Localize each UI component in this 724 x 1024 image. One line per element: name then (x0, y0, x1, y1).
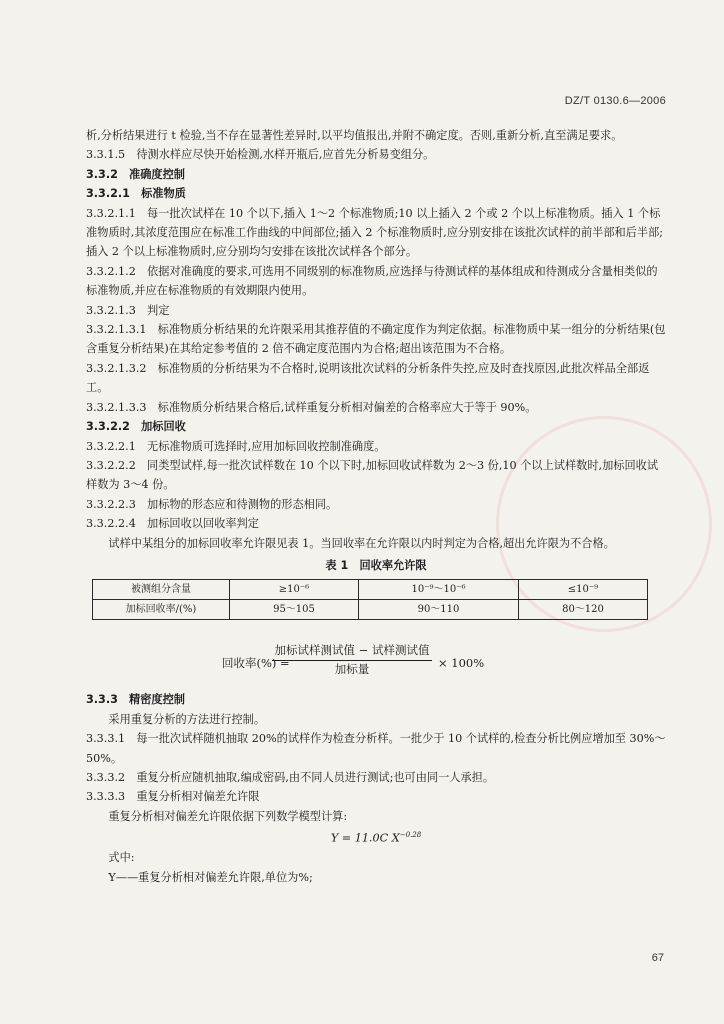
recovery-limit-table (92, 579, 648, 620)
table-cell: 10⁻⁹～10⁻⁶ (358, 580, 518, 600)
paragraph: 3.3.2.2.4 加标回收以回收率判定 (86, 517, 259, 531)
relative-deviation-formula (86, 826, 666, 848)
paragraph: 3.3.3.3 重复分析相对偏差允许限 (86, 790, 260, 804)
paragraph: 3.3.2.2.2 同类型试样,每一批次试样数在 10 个以下时,加标回收试样数为 2～3 份,10 个以上试样数时,加标回收试样数为 3～4 份。 (86, 458, 659, 492)
section-heading: 3.3.2 准确度控制 (86, 167, 185, 181)
paragraph: 析,分析结果进行 t 检验,当不存在显著性差异时,以平均值报出,并附不确定度。否则,重新分析,直至满足要求。 (86, 129, 623, 142)
table-cell: 95～105 (230, 600, 359, 620)
table-cell: ≥10⁻⁶ (230, 580, 359, 600)
formula-fraction (272, 642, 432, 678)
section-heading: 3.3.2.2 加标回收 (86, 420, 186, 434)
table-data-row (93, 600, 648, 620)
formula2-exponent: −0.28 (399, 831, 422, 840)
paragraph-group-bottom-b (86, 848, 666, 887)
paragraph: 采用重复分析的方法进行控制。 (108, 712, 266, 726)
paragraph: 3.3.2.1.3.2 标准物质的分析结果为不合格时,说明该批次试料的分析条件失控,应及时查找原因,此批次样品全部返工。 (86, 361, 650, 395)
table-cell: 90～110 (358, 600, 518, 620)
paragraph: 3.3.1.5 待测水样应尽快开始检测,水样开瓶后,应首先分析易变组分。 (86, 148, 435, 162)
paragraph: 式中: (108, 851, 135, 865)
paragraph-group-bottom-a (86, 690, 666, 826)
standard-code-header: DZ/T 0130.6—2006 (564, 95, 666, 107)
paragraph: 试样中某组分的加标回收率允许限见表 1。当回收率在允许限以内时判定为合格,超出允许限为不合格。 (108, 536, 615, 550)
document-body (86, 126, 666, 887)
section-heading: 3.3.3 精密度控制 (86, 693, 185, 707)
paragraph: 重复分析相对偏差允许限依据下列数学模型计算: (108, 809, 348, 823)
table-cell: 加标回收率/(%) (93, 600, 230, 620)
paragraph: 3.3.2.1.3.1 标准物质分析结果的允许限采用其推荐值的不确定度作为判定依据。标准物质中某一组分的分析结果(包含重复分析结果)在其给定参考值的 2 倍不确定度范围内为合格;超出该范围为不合格。 (86, 323, 666, 356)
paragraph: 3.3.2.1.3 判定 (86, 303, 170, 317)
table-cell: ≤10⁻⁹ (518, 580, 647, 600)
paragraph: 3.3.2.2.3 加标物的形态应和待测物的形态相同。 (86, 497, 338, 511)
paragraph: 3.3.3.1 每一批次试样随机抽取 20%的试样作为检查分析样。一批少于 10 个试样的,检查分析比例应增加至 30%～50%。 (86, 732, 666, 765)
paragraph: 3.3.2.1.2 依据对准确度的要求,可选用不同级别的标准物质,应选择与待测试样的基体组成和待测成分含量相类似的标准物质,并应在标准物质的有效期限内使用。 (86, 264, 658, 298)
formula-numerator: 加标试样测试值 − 试样测试值 (272, 642, 432, 661)
formula-rhs: × 100% (438, 656, 485, 671)
paragraph: 3.3.2.1.3.3 标准物质分析结果合格后,试样重复分析相对偏差的合格率应大于等于 90%。 (86, 400, 537, 414)
paragraph-group-top (86, 126, 666, 553)
formula-lhs: 回收率(%) = (222, 656, 290, 671)
table-title: 表 1 回收率允许限 (325, 558, 427, 572)
paragraph: 3.3.2.2.1 无标准物质可选择时,应用加标回收控制准确度。 (86, 439, 386, 453)
section-heading: 3.3.2.1 标准物质 (86, 187, 186, 201)
paragraph: 3.3.3.2 重复分析应随机抽取,编成密码,由不同人员进行测试;也可由同一人承担。 (86, 770, 495, 784)
table-cell: 80～120 (518, 600, 647, 620)
formula-denominator: 加标量 (334, 662, 370, 677)
table-cell: 被测组分含量 (93, 580, 230, 600)
recovery-rate-formula (86, 642, 666, 682)
paragraph: Y——重复分析相对偏差允许限,单位为%; (108, 870, 313, 884)
formula2-base: Y = 11.0C X (330, 831, 400, 845)
paragraph: 3.3.2.1.1 每一批次试样在 10 个以下,插入 1～2 个标准物质;10 以上插入 2 个或 2 个以上标准物质。插入 1 个标准物质时,其浓度范围应在标准工作曲线的中间部位;插入 2 个标准物质时,应分别安排在该批次试样的前半部和后半部;插入 2 个以上标准物质时,应分别均匀安排在该批次试样各个部分。 (86, 206, 664, 259)
page-number: 67 (651, 952, 664, 964)
table-header-row (93, 580, 648, 600)
